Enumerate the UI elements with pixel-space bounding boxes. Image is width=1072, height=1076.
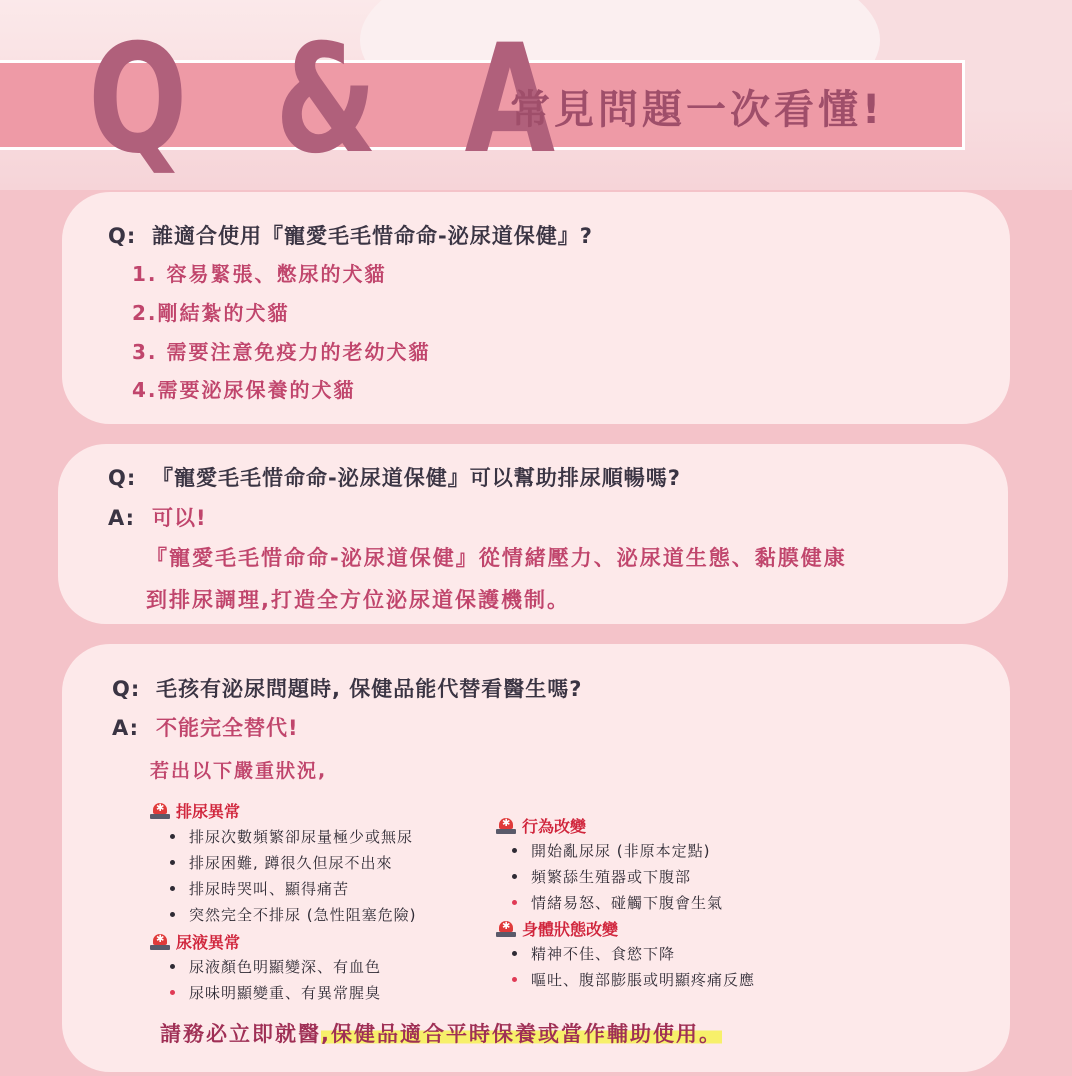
page-subtitle: 常見問題一次看懂! [510, 87, 885, 133]
section-heading-urination-abnormal [150, 799, 240, 822]
answer-intro: 若出以下嚴重狀況, [150, 760, 328, 782]
footer-note [160, 1018, 722, 1048]
list-item: 4.需要泌尿保養的犬貓 [132, 378, 356, 402]
bullet-text: 頻繁舔生殖器或下腹部 [531, 868, 692, 886]
footer-highlight: ,保健品適合平時保養或當作輔助使用。 [321, 1022, 722, 1046]
answer-doctor [112, 712, 299, 742]
answer-detail-line: 『寵愛毛毛惜命命-泌尿道保健』從情緒壓力、泌尿道生態、黏膜健康 [146, 546, 847, 570]
bullet-item [512, 866, 691, 887]
bullet-dot [512, 848, 517, 853]
question-text: 『寵愛毛毛惜命命-泌尿道保健』可以幫助排尿順暢嗎? [152, 466, 681, 490]
question-doctor [112, 673, 582, 703]
footer-plain: 請務必立即就醫 [160, 1022, 321, 1046]
bullet-text: 突然完全不排尿 (急性阻塞危險) [189, 906, 417, 924]
list-item: 1. 容易緊張、憋尿的犬貓 [132, 262, 387, 286]
answer-urination [108, 502, 207, 532]
bullet-item [170, 852, 393, 873]
list-item: 3. 需要注意免疫力的老幼犬貓 [132, 340, 431, 364]
bullet-dot [170, 912, 175, 917]
qa-title: Q & A [88, 13, 579, 187]
bullet-text: 嘔吐、腹部膨脹或明顯疼痛反應 [531, 971, 756, 989]
bullet-text: 排尿次數頻繁卻尿量極少或無尿 [189, 828, 414, 846]
bullet-item [170, 904, 416, 925]
bullet-text: 尿味明顯變重、有異常腥臭 [189, 984, 382, 1002]
siren-icon: ✱ [496, 921, 516, 937]
section-title: 尿液異常 [176, 933, 241, 952]
bullet-item [512, 840, 710, 861]
bullet-text: 排尿時哭叫、顯得痛苦 [189, 880, 350, 898]
section-heading-behavior-change [496, 814, 586, 837]
section-heading-urine-abnormal [150, 930, 240, 953]
question-prefix: Q: [112, 677, 141, 701]
siren-icon: ✱ [150, 934, 170, 950]
bullet-dot [170, 834, 175, 839]
answer-prefix: A: [108, 506, 136, 530]
bullet-text: 尿液顏色明顯變深、有血色 [189, 958, 382, 976]
question-prefix: Q: [108, 466, 137, 490]
question-prefix: Q: [108, 224, 137, 248]
siren-icon: ✱ [496, 818, 516, 834]
bullet-text: 開始亂尿尿 (非原本定點) [531, 842, 711, 860]
bullet-item [170, 956, 381, 977]
section-title: 行為改變 [522, 817, 587, 836]
question-urination [108, 462, 681, 492]
section-title: 排尿異常 [176, 802, 241, 821]
answer-detail-line: 到排尿調理,打造全方位泌尿道保護機制。 [146, 588, 570, 612]
bullet-dot [512, 977, 517, 982]
section-heading-body-change [496, 917, 618, 940]
section-title: 身體狀態改變 [522, 920, 619, 939]
bullet-dot [512, 900, 517, 905]
bullet-dot [170, 886, 175, 891]
bullet-text: 精神不佳、食慾下降 [531, 945, 676, 963]
answer-prefix: A: [112, 716, 140, 740]
bullet-item [512, 892, 723, 913]
bullet-text: 排尿困難, 蹲很久但尿不出來 [189, 854, 393, 872]
bullet-dot [170, 860, 175, 865]
bullet-item [512, 943, 675, 964]
bullet-item [170, 878, 349, 899]
siren-icon: ✱ [150, 803, 170, 819]
list-item: 2.剛結紮的犬貓 [132, 301, 290, 325]
question-who [108, 220, 593, 250]
bullet-dot [170, 964, 175, 969]
bullet-item [512, 969, 755, 990]
bullet-item [170, 826, 413, 847]
bullet-dot [170, 990, 175, 995]
bullet-dot [512, 874, 517, 879]
answer-text: 可以! [152, 506, 207, 530]
bullet-text: 情緒易怒、碰觸下腹會生氣 [531, 894, 724, 912]
bullet-dot [512, 951, 517, 956]
answer-text: 不能完全替代! [156, 716, 299, 740]
question-text: 毛孩有泌尿問題時, 保健品能代替看醫生嗎? [156, 677, 583, 701]
bullet-item [170, 982, 381, 1003]
question-text: 誰適合使用『寵愛毛毛惜命命-泌尿道保健』? [152, 224, 593, 248]
